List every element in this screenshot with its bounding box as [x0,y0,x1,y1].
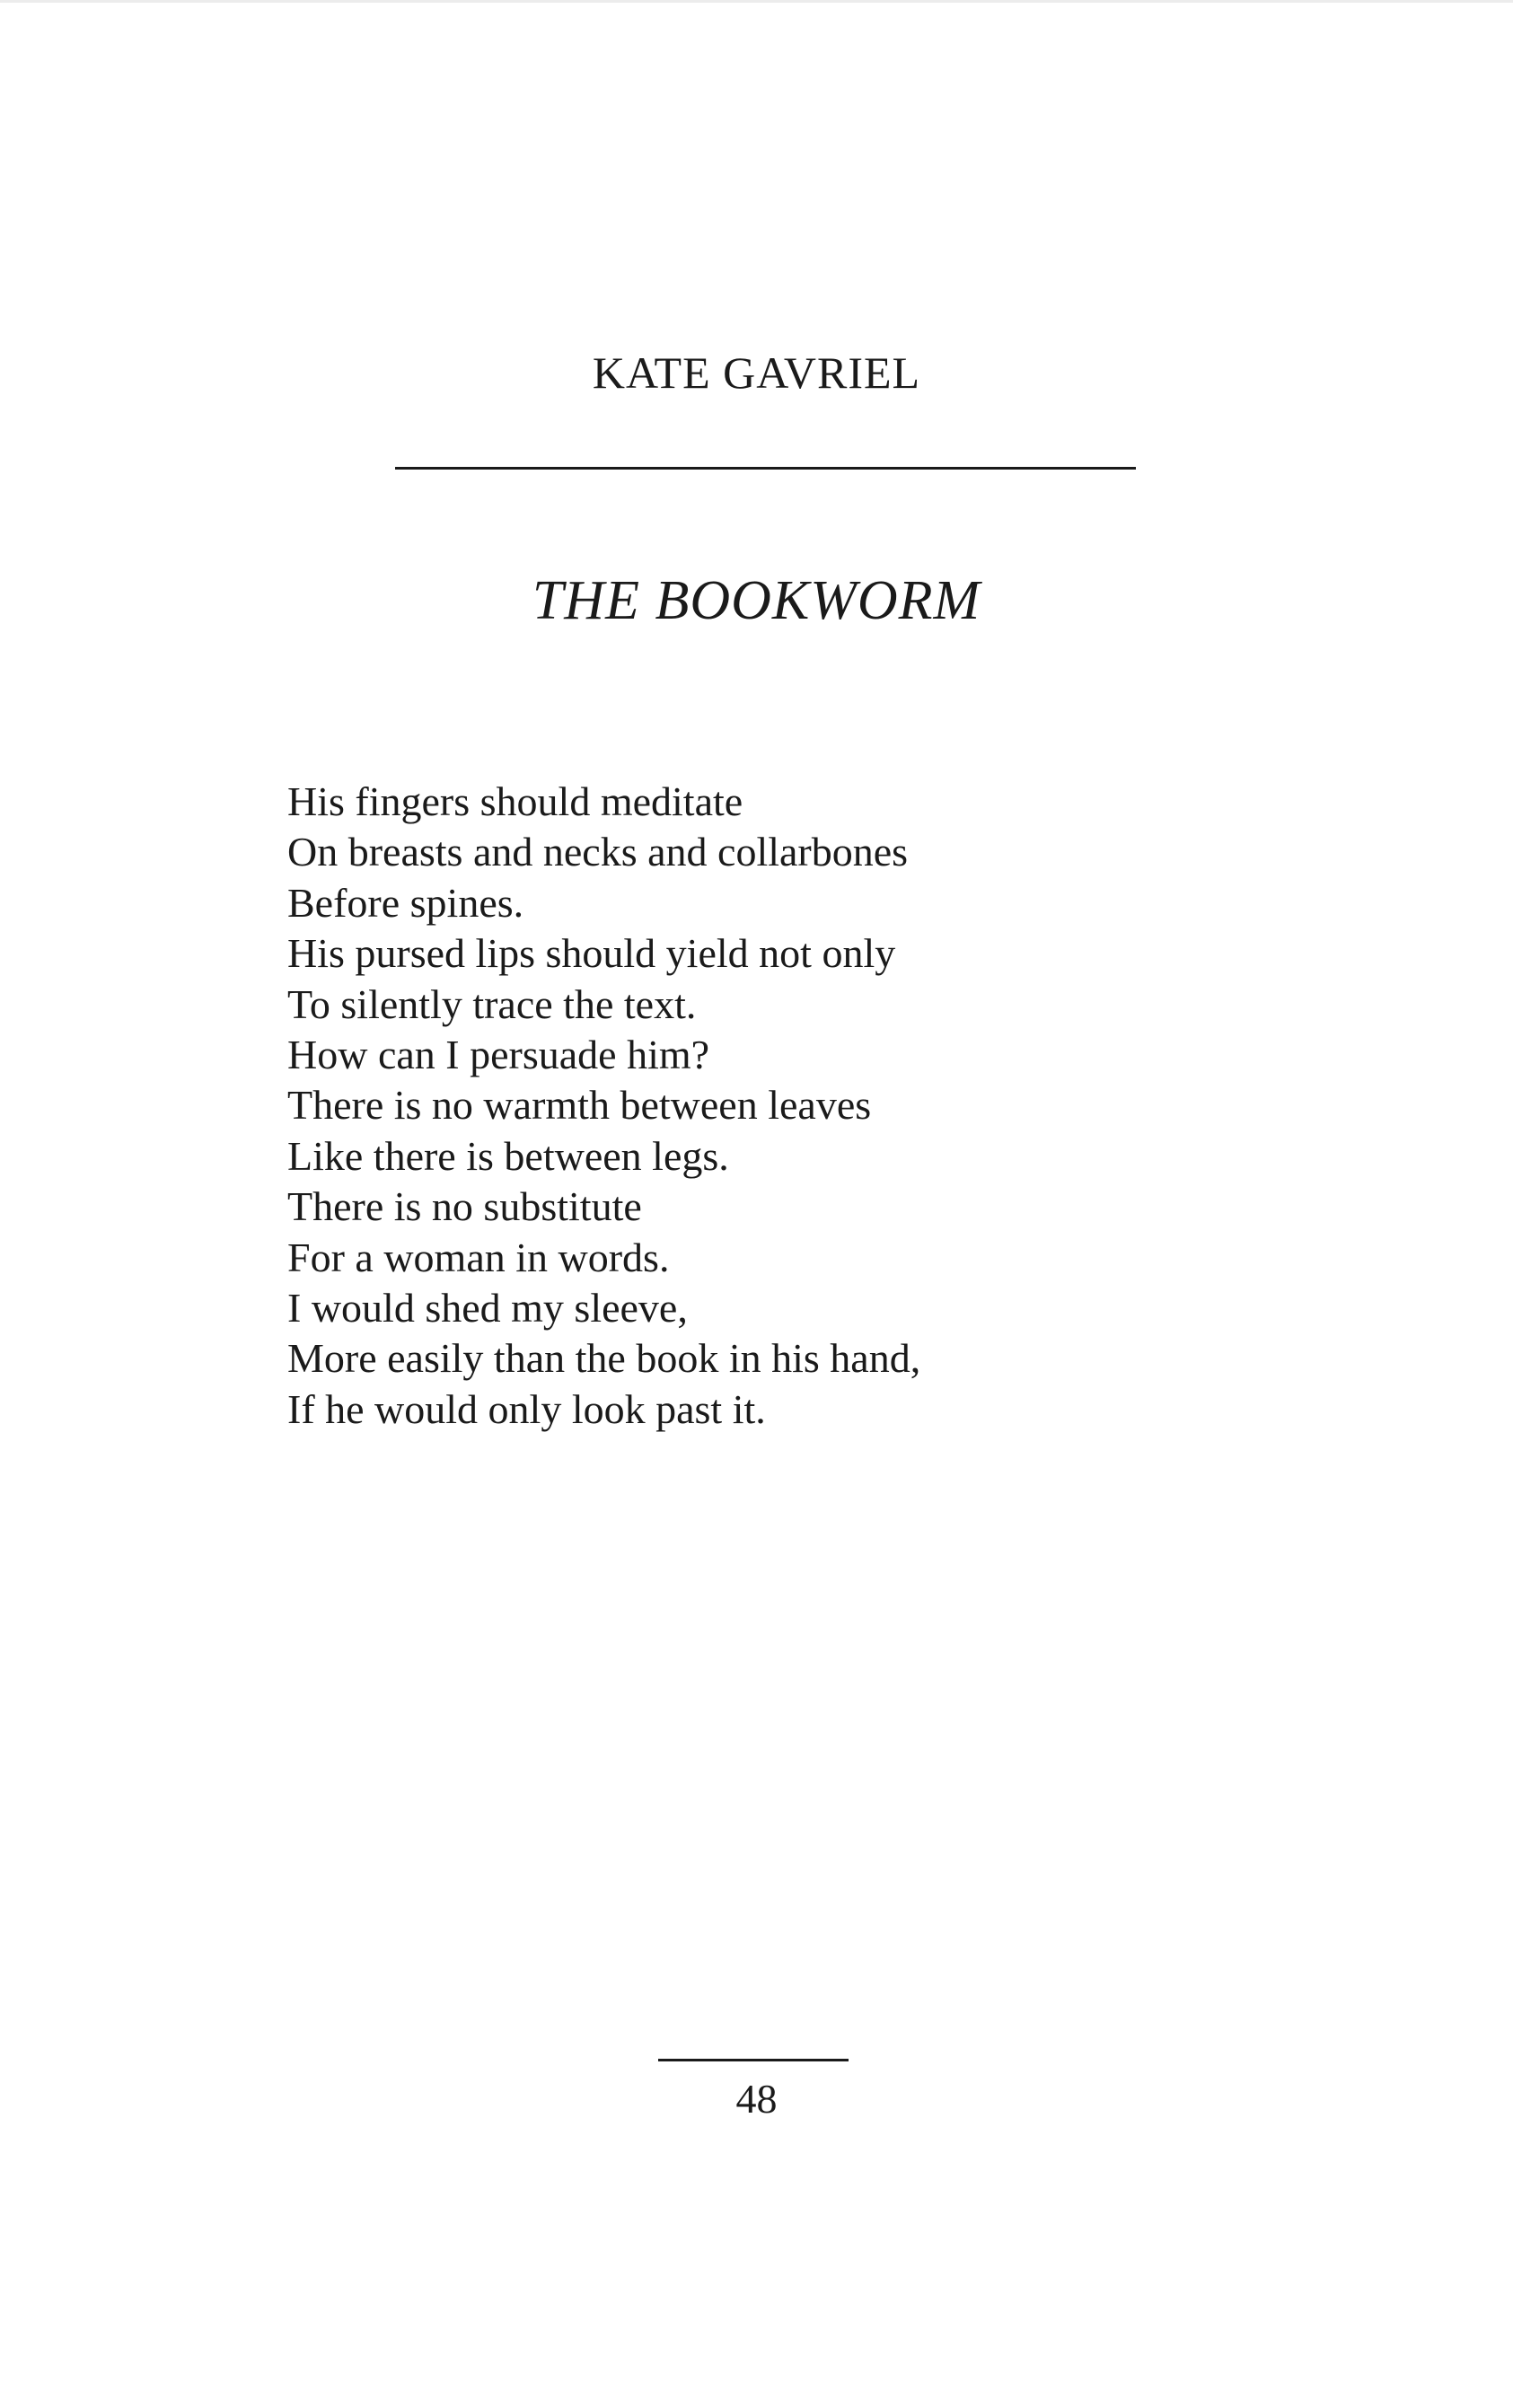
page-number: 48 [735,2076,778,2122]
poem-line: His fingers should meditate [287,778,743,824]
poem-line: There is no warmth between leaves [287,1082,872,1129]
poem-line: His pursed lips should yield not only [287,930,896,977]
poem-line: How can I persuade him? [287,1031,710,1077]
poem-line: There is no substitute [287,1183,642,1230]
poem-line: I would shed my sleeve, [287,1284,688,1331]
poem-body [287,777,1275,1435]
footer-divider [658,2059,849,2061]
poem-line: On breasts and necks and collarbones [287,829,909,875]
poem-line: For a woman in words. [287,1234,670,1280]
author-name: KATE GAVRIEL [592,347,921,398]
poem-line: More easily than the book in his hand, [287,1335,921,1382]
poem-title: THE BOOKWORM [532,570,981,631]
page-top-edge [0,0,1513,3]
poem-line: Before spines. [287,879,524,926]
poem-line: Like there is between legs. [287,1132,729,1179]
poem-line: If he would only look past it. [287,1385,766,1432]
poem-line: To silently trace the text. [287,980,697,1027]
header-divider [395,467,1136,470]
